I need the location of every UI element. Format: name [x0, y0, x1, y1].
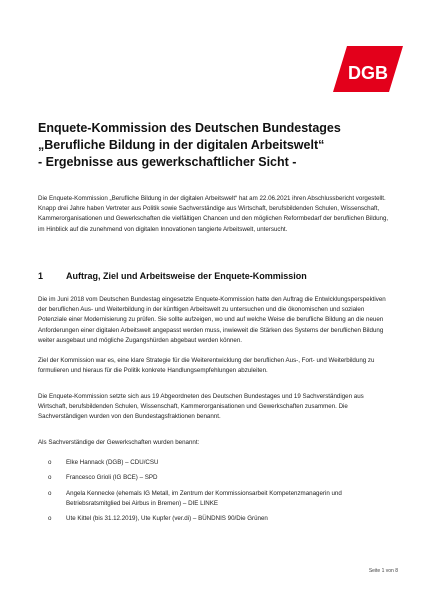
- bullet-icon: o: [48, 489, 52, 497]
- list-item: [48, 458, 394, 468]
- section-1-title: Auftrag, Ziel und Arbeitsweise der Enquete-Kommission: [66, 271, 307, 281]
- section-1-paragraph-3: Als Sachverständige der Gewerkschaften wurden benannt:: [38, 439, 200, 446]
- title-line-3: - Ergebnisse aus gewerkschaftlicher Sicht -: [38, 155, 297, 169]
- bullet-icon: o: [48, 459, 52, 466]
- member-text: Ute Kittel (bis 31.12.2019), Ute Kupfer (ver.di) – BÜNDNIS 90/Die Grünen: [66, 515, 268, 523]
- section-1-paragraph-2: Die Enquete-Kommission setzte sich aus 19 Abgeordneten des Deutschen Bundestages und 19 Sachverständigen aus Wirtschaft, berufsbildenden Schulen, Wissenschaft, Kammerorganisationen und Gewerkschaften zusammen. Die Sachverständigen wurden von den Bundestagsfraktionen benannt.: [38, 393, 364, 421]
- dgb-logo: [333, 46, 403, 92]
- member-text: Elke Hannack (DGB) – CDU/CSU: [66, 459, 159, 466]
- members-list: [48, 458, 394, 530]
- section-1-heading: [38, 270, 398, 282]
- member-text: Francesco Grioli (IG BCE) – SPD: [66, 474, 158, 482]
- page-number: Seite 1 von 8: [368, 568, 398, 574]
- list-item: [48, 514, 394, 524]
- dgb-logo-text: DGB: [348, 63, 388, 83]
- section-1-number: 1: [38, 271, 44, 281]
- list-item: [48, 473, 394, 483]
- title-line-2: „Berufliche Bildung in der digitalen Arbeitswelt“: [38, 138, 325, 152]
- title-line-1: Enquete-Kommission des Deutschen Bundestages: [38, 121, 341, 135]
- document-title: [38, 120, 398, 171]
- intro-paragraph: Die Enquete-Kommission „Berufliche Bildung in der digitalen Arbeitswelt“ hat am 22.06.2021 ihren Abschlussbericht vorgestellt. Knapp drei Jahre haben Vertreter aus Politik sowie Sachverständige aus Wirtschaft, berufsbildenden Schulen, Wissenschaft, Kammerorganisationen und Gewerkschaften die vielfältigen Chancen und den möglichen Reformbedarf der beruflichen Bildung, im Hinblick auf die zunehmend von digitalen Innovationen tangierte Arbeitswelt, untersucht.: [38, 195, 389, 233]
- section-1-paragraph-1: Die im Juni 2018 vom Deutschen Bundestag eingesetzte Enquete-Kommission hatte den Auftrag die Entwicklungsperspektiven der beruflichen Aus- und Weiterbildung in der künftigen Arbeitswelt zu untersuchen und die ökonomischen und sozialen Potenziale einer Modernisierung zu prüfen. Sie sollte aufzeigen, wo und auf welche Weise die berufliche Bildung an die neuen Anforderungen einer digitalen Arbeitswelt angepasst werden muss, inwieweit die Stärken des Systems der beruflichen Bildung weiter ausgebaut und mögliche Zugangshürden abgebaut werden können.: [38, 296, 386, 344]
- bullet-icon: o: [48, 474, 52, 482]
- section-1-paragraph-1b: Ziel der Kommission war es, eine klare Strategie für die Weiterentwicklung der beruflichen Aus-, Fort- und Weiterbildung zu formulieren und hieraus für die Politik konkrete Handlungsempfehlungen abzuleiten.: [38, 357, 375, 375]
- bullet-icon: o: [48, 515, 52, 523]
- member-text: Angela Kennecke (ehemals IG Metall, im Zentrum der Kommissionsarbeit Kompetenzmanagerin und Betriebsratsmitglied bei Airbus in Bremen) – DIE LINKE: [66, 489, 342, 507]
- list-item: [48, 489, 394, 509]
